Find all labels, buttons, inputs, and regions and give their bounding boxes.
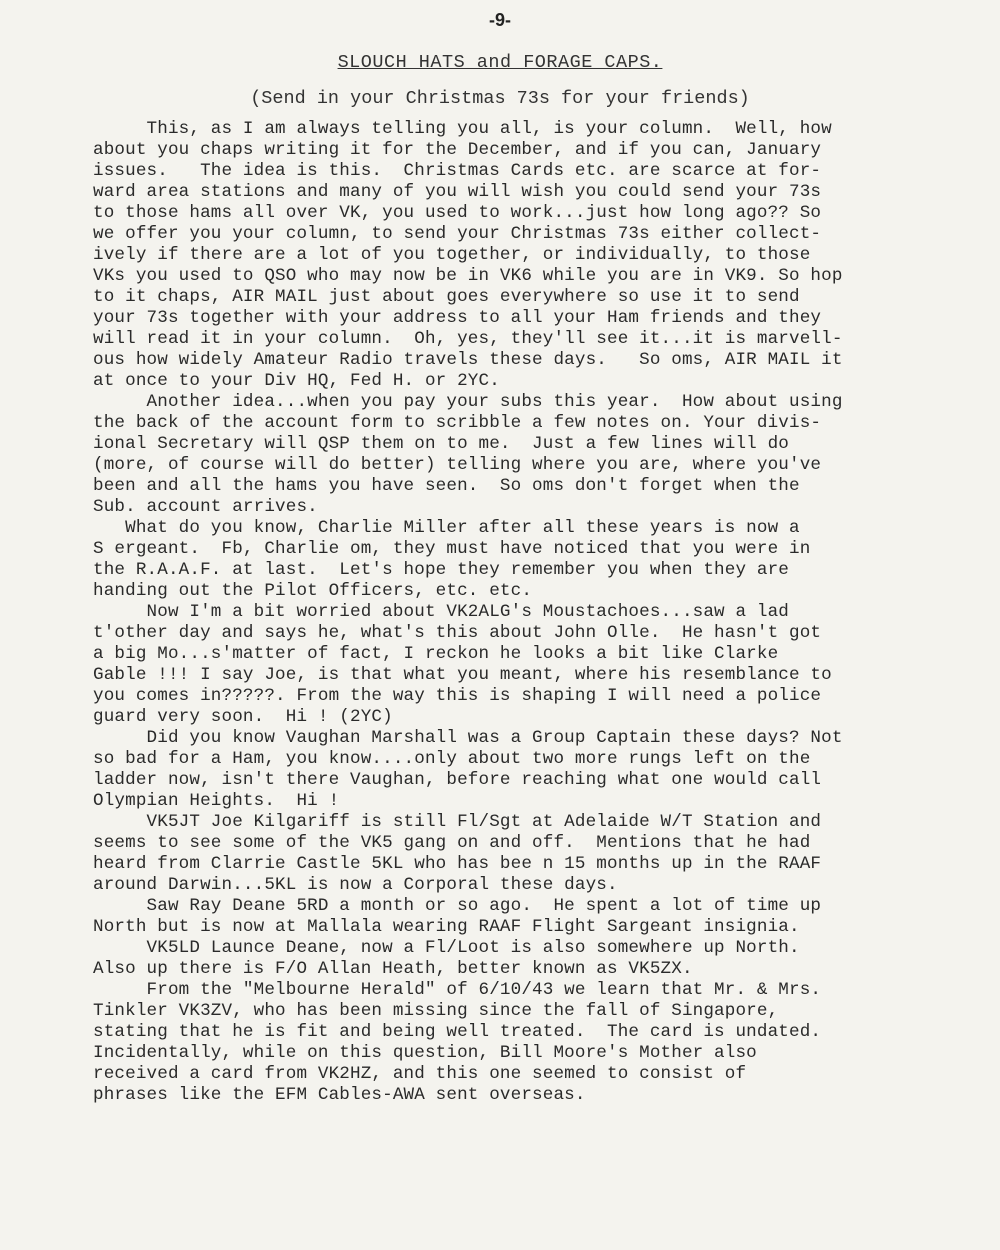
text-line: This, as I am always telling you all, is your column. Well, how <box>93 119 832 139</box>
text-line: What do you know, Charlie Miller after all these years is now a <box>93 518 800 538</box>
text-line: will read it in your column. Oh, yes, they'll see it...it is marvell- <box>93 329 843 349</box>
page-number: -9- <box>489 10 511 30</box>
text-line: VK5LD Launce Deane, now a Fl/Loot is also somewhere up North. <box>93 938 800 958</box>
text-line: Incidentally, while on this question, Bill Moore's Mother also <box>93 1043 757 1063</box>
text-line: Did you know Vaughan Marshall was a Group Captain these days? Not <box>93 728 843 748</box>
text-line: to it chaps, AIR MAIL just about goes everywhere so use it to send <box>93 287 800 307</box>
text-line: you comes in?????. From the way this is shaping I will need a police <box>93 686 822 706</box>
text-line: about you chaps writing it for the December, and if you can, January <box>93 140 822 160</box>
text-line: at once to your Div HQ, Fed H. or 2YC. <box>93 371 500 391</box>
text-line: Another idea...when you pay your subs this year. How about using <box>93 392 843 412</box>
text-line: Gable !!! I say Joe, is that what you meant, where his resemblance to <box>93 665 832 685</box>
text-line: VKs you used to QSO who may now be in VK6 while you are in VK9. So hop <box>93 266 843 286</box>
text-line: we offer you your column, to send your Christmas 73s either collect- <box>93 224 822 244</box>
text-line: VK5JT Joe Kilgariff is still Fl/Sgt at Adelaide W/T Station and <box>93 812 822 832</box>
text-line: (more, of course will do better) telling where you are, where you've <box>93 455 822 475</box>
text-line: been and all the hams you have seen. So oms don't forget when the <box>93 476 800 496</box>
text-line: a big Mo...s'matter of fact, I reckon he looks a bit like Clarke <box>93 644 779 664</box>
text-line: phrases like the EFM Cables-AWA sent overseas. <box>93 1085 586 1105</box>
text-line: so bad for a Ham, you know....only about two more rungs left on the <box>93 749 811 769</box>
text-line: the back of the account form to scribble a few notes on. Your divis- <box>93 413 822 433</box>
text-line: received a card from VK2HZ, and this one seemed to consist of <box>93 1064 747 1084</box>
text-line: Saw Ray Deane 5RD a month or so ago. He spent a lot of time up <box>93 896 822 916</box>
article-body <box>93 119 973 1106</box>
text-line: North but is now at Mallala wearing RAAF Flight Sargeant insignia. <box>93 917 800 937</box>
article-title: SLOUCH HATS and FORAGE CAPS. <box>337 52 663 73</box>
text-line: seems to see some of the VK5 gang on and off. Mentions that he had <box>93 833 811 853</box>
text-line: to those hams all over VK, you used to work...just how long ago?? So <box>93 203 822 223</box>
text-line: around Darwin...5KL is now a Corporal these days. <box>93 875 618 895</box>
text-line: handing out the Pilot Officers, etc. etc. <box>93 581 533 601</box>
text-line: Now I'm a bit worried about VK2ALG's Moustachoes...saw a lad <box>93 602 790 622</box>
text-line: ional Secretary will QSP them on to me. Just a few lines will do <box>93 434 790 454</box>
text-line: guard very soon. Hi ! (2YC) <box>93 707 393 727</box>
article-subtitle: (Send in your Christmas 73s for your friends) <box>250 88 750 109</box>
text-line: S ergeant. Fb, Charlie om, they must have noticed that you were in <box>93 539 811 559</box>
text-line: t'other day and says he, what's this about John Olle. He hasn't got <box>93 623 822 643</box>
text-line: stating that he is fit and being well treated. The card is undated. <box>93 1022 822 1042</box>
text-line: your 73s together with your address to all your Ham friends and they <box>93 308 822 328</box>
text-line: heard from Clarrie Castle 5KL who has bee n 15 months up in the RAAF <box>93 854 822 874</box>
text-line: the R.A.A.F. at last. Let's hope they remember you when they are <box>93 560 790 580</box>
text-line: ladder now, isn't there Vaughan, before reaching what one would call <box>93 770 822 790</box>
text-line: ively if there are a lot of you together, or individually, to those <box>93 245 811 265</box>
text-line: ous how widely Amateur Radio travels these days. So oms, AIR MAIL it <box>93 350 843 370</box>
text-line: Tinkler VK3ZV, who has been missing since the fall of Singapore, <box>93 1001 779 1021</box>
text-line: issues. The idea is this. Christmas Cards etc. are scarce at for- <box>93 161 822 181</box>
text-line: ward area stations and many of you will wish you could send your 73s <box>93 182 822 202</box>
text-line: Sub. account arrives. <box>93 497 318 517</box>
text-line: Also up there is F/O Allan Heath, better known as VK5ZX. <box>93 959 693 979</box>
text-line: Olympian Heights. Hi ! <box>93 791 340 811</box>
text-line: From the "Melbourne Herald" of 6/10/43 we learn that Mr. & Mrs. <box>93 980 822 1000</box>
